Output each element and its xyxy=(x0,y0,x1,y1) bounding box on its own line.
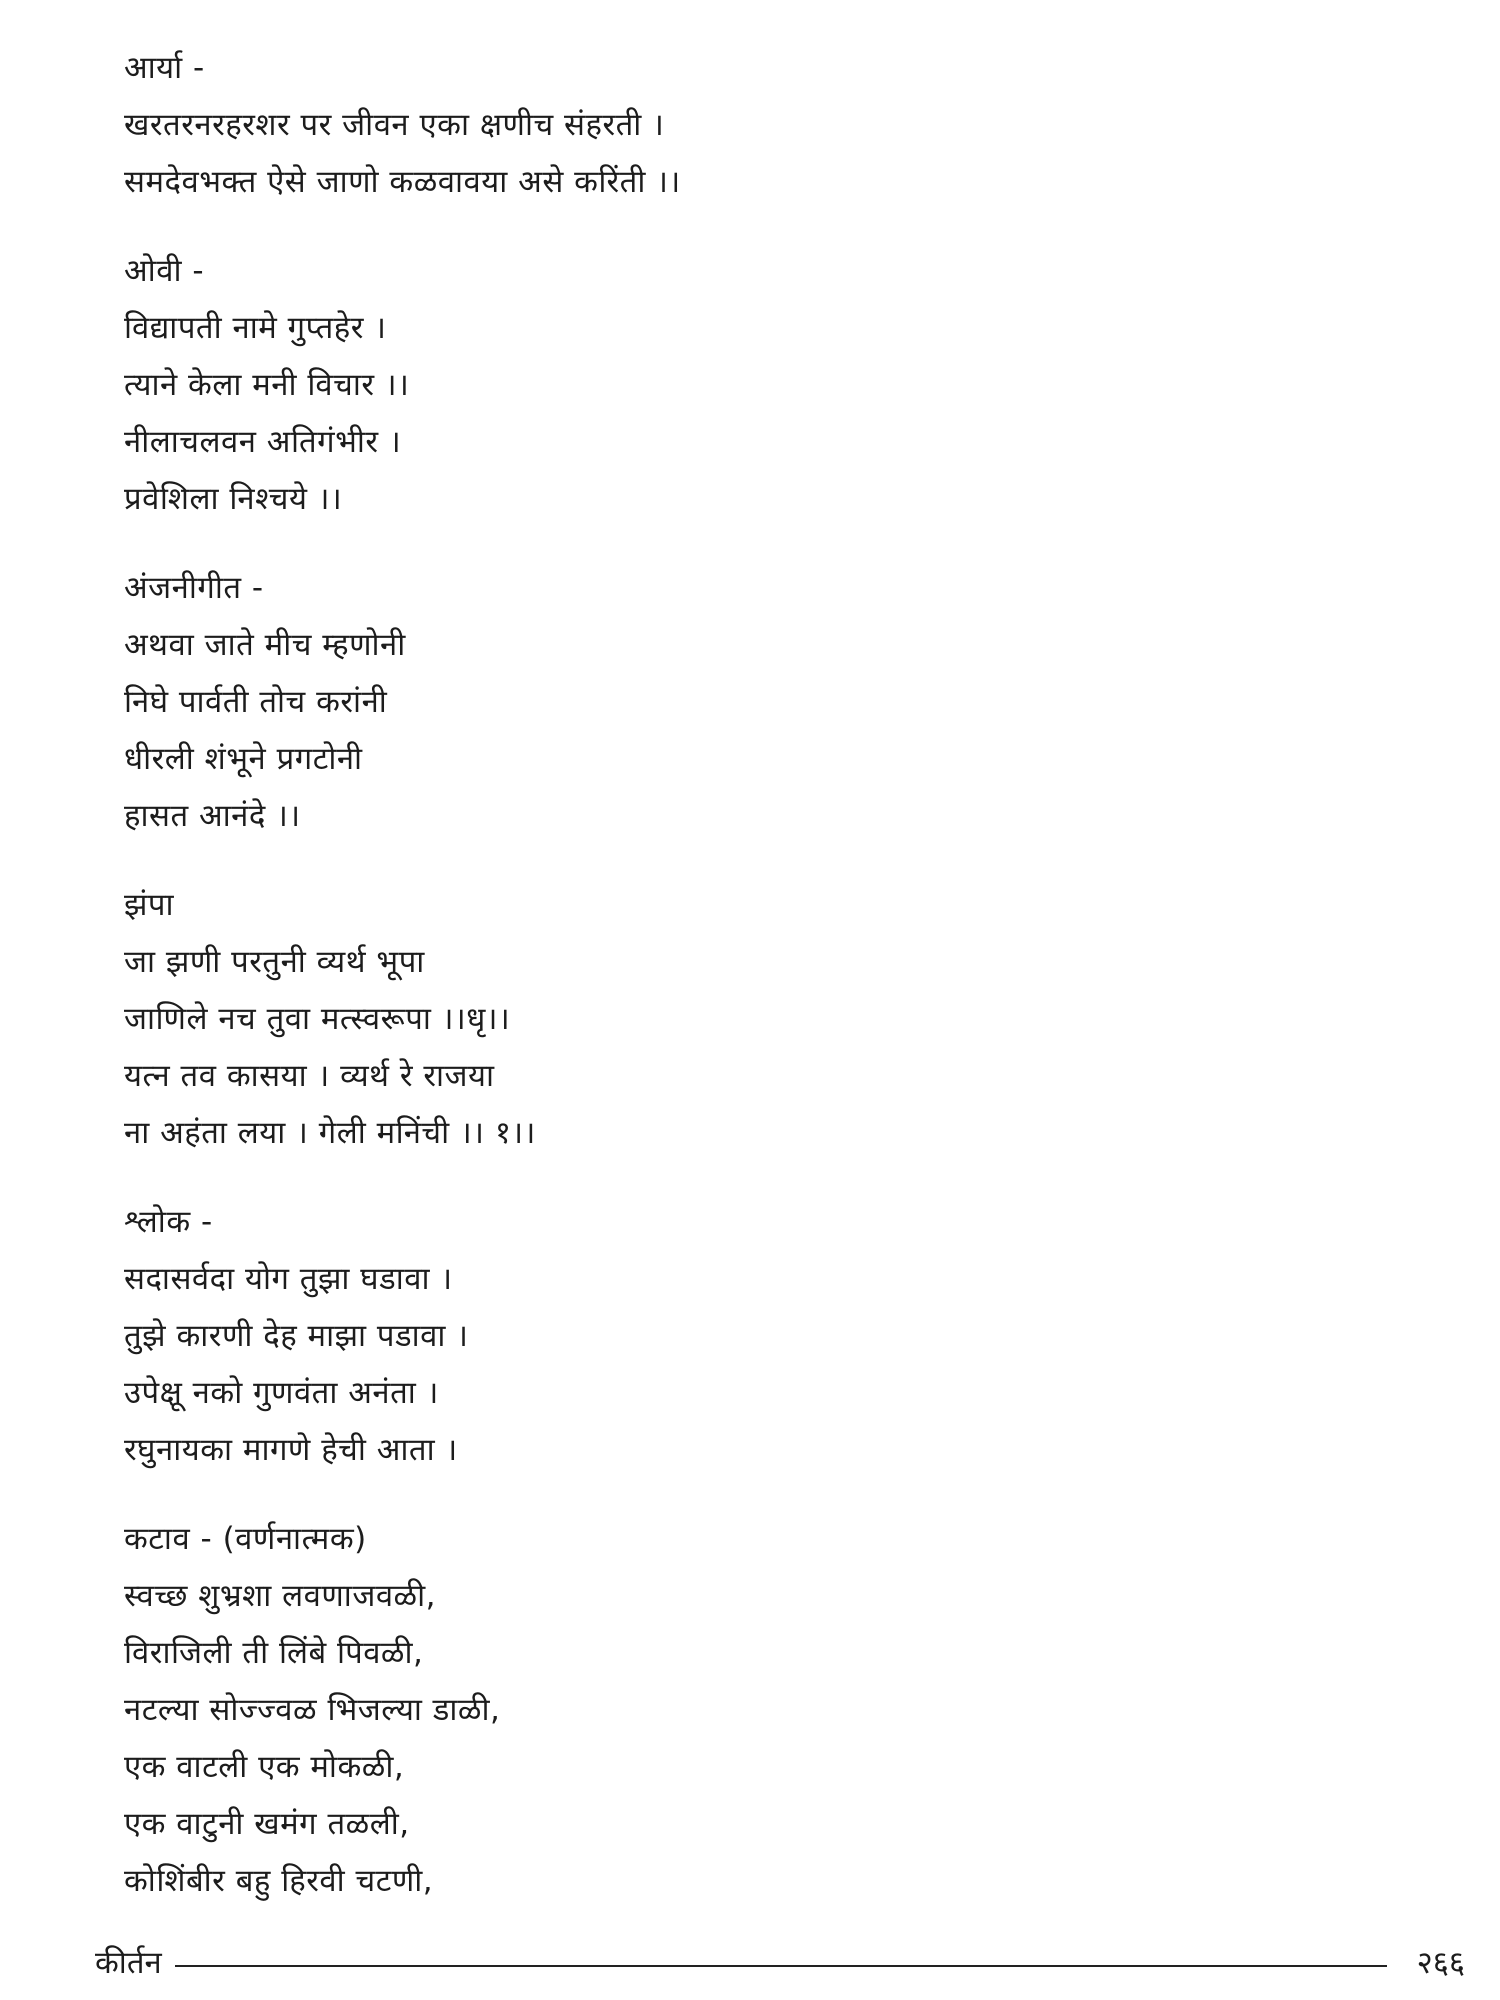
section-zampa xyxy=(124,877,1324,1162)
verse-line: प्रवेशिला निश्चये ।। xyxy=(124,481,343,517)
verse-line: कोशिंबीर बहु हिरवी चटणी, xyxy=(124,1863,434,1899)
page-number: २६६ xyxy=(1416,1945,1465,1981)
verse-line: तुझे कारणी देह माझा पडावा । xyxy=(124,1318,469,1354)
verse-line: विराजिली ती लिंबे पिवळी, xyxy=(124,1635,424,1671)
section-heading: आर्या - xyxy=(124,50,205,86)
section-ovi xyxy=(124,243,1324,528)
section-heading: कटाव - (वर्णनात्मक) xyxy=(124,1521,367,1557)
verse-line: विद्यापती नामे गुप्तहेर । xyxy=(124,310,387,346)
verse-line: सदासर्वदा योग तुझा घडावा । xyxy=(124,1261,453,1297)
verse-line: रघुनायका मागणे हेची आता । xyxy=(124,1432,458,1468)
section-arya xyxy=(124,40,1324,211)
section-heading: श्लोक - xyxy=(124,1204,213,1240)
section-heading: अंजनीगीत - xyxy=(124,570,264,606)
footer-title: कीर्तन xyxy=(95,1945,162,1981)
verse-line: अथवा जाते मीच म्हणोनी xyxy=(124,627,406,663)
section-anjanigeet xyxy=(124,560,1324,845)
verse-line: ना अहंता लया । गेली मनिंची ।। १।। xyxy=(124,1115,536,1151)
section-katav xyxy=(124,1511,1324,1910)
verse-line: जा झणी परतुनी व्यर्थ भूपा xyxy=(124,944,425,980)
page-content xyxy=(124,40,1324,1942)
verse-line: जाणिले नच तुवा मत्स्वरूपा ।।धृ।। xyxy=(124,1001,511,1037)
verse-line: उपेक्षू नको गुणवंता अनंता । xyxy=(124,1375,439,1411)
section-heading: झंपा xyxy=(124,887,175,923)
footer-rule xyxy=(175,1965,1387,1967)
verse-line: यत्न तव कासया । व्यर्थ रे राजया xyxy=(124,1058,495,1094)
verse-line: त्याने केला मनी विचार ।। xyxy=(124,367,410,403)
verse-line: हासत आनंदे ।। xyxy=(124,798,301,834)
verse-line: खरतरनरहरशर पर जीवन एका क्षणीच संहरती । xyxy=(124,107,665,143)
verse-line: निघे पार्वती तोच करांनी xyxy=(124,684,388,720)
verse-line: नटल्या सोज्ज्वळ भिजल्या डाळी, xyxy=(124,1692,501,1728)
section-heading: ओवी - xyxy=(124,253,205,289)
section-shlok xyxy=(124,1194,1324,1479)
verse-line: नीलाचलवन अतिगंभीर । xyxy=(124,424,402,460)
verse-line: एक वाटुनी खमंग तळली, xyxy=(124,1806,410,1842)
page-footer xyxy=(95,1938,1465,1988)
verse-line: धीरली शंभूने प्रगटोनी xyxy=(124,741,363,777)
verse-line: स्वच्छ शुभ्रशा लवणाजवळी, xyxy=(124,1578,437,1614)
verse-line: एक वाटली एक मोकळी, xyxy=(124,1749,405,1785)
verse-line: समदेवभक्त ऐसे जाणो कळवावया असे करिंती ।। xyxy=(124,164,681,200)
